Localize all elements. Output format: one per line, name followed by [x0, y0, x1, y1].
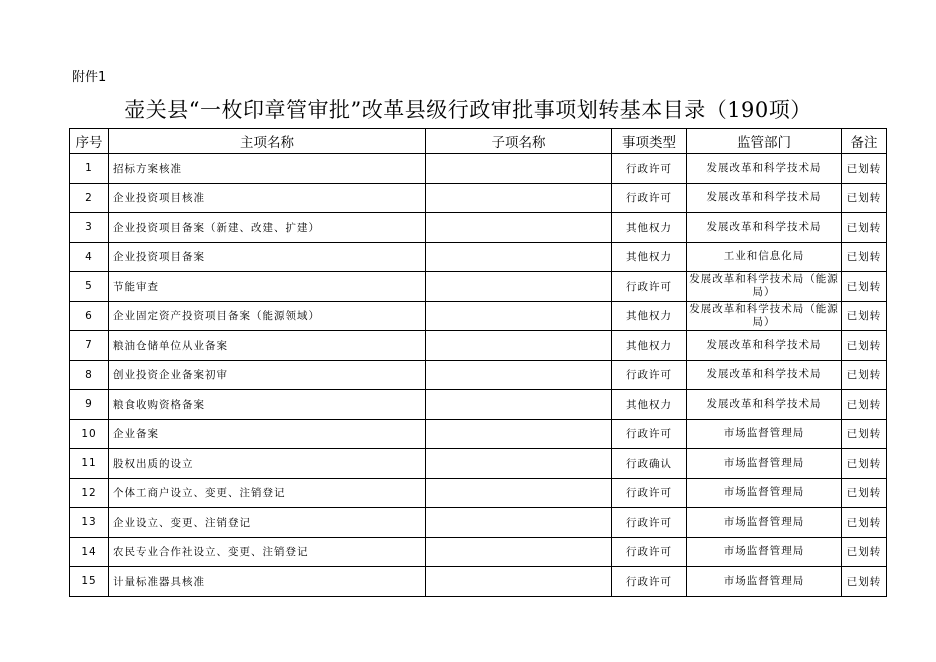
- header-department: 监管部门: [687, 129, 842, 154]
- cell-sub-item: [426, 390, 612, 420]
- table-row: [70, 242, 887, 272]
- cell-no: 11: [70, 449, 109, 479]
- cell-department: 发展改革和科学技术局: [687, 183, 842, 213]
- table-row: [70, 272, 887, 302]
- cell-main-item: 粮食收购资格备案: [109, 390, 426, 420]
- cell-main-item: 个体工商户设立、变更、注销登记: [109, 478, 426, 508]
- header-sub-item: 子项名称: [426, 129, 612, 154]
- cell-sub-item: [426, 301, 612, 331]
- table-row: [70, 567, 887, 597]
- cell-department: 发展改革和科学技术局: [687, 213, 842, 243]
- cell-item-type: 行政许可: [612, 508, 687, 538]
- cell-note: 已划转: [842, 567, 887, 597]
- cell-no: 15: [70, 567, 109, 597]
- cell-sub-item: [426, 449, 612, 479]
- cell-note: 已划转: [842, 183, 887, 213]
- cell-note: 已划转: [842, 331, 887, 361]
- table-row: [70, 301, 887, 331]
- cell-sub-item: [426, 419, 612, 449]
- cell-item-type: 行政许可: [612, 537, 687, 567]
- cell-department: 市场监督管理局: [687, 508, 842, 538]
- cell-department: 市场监督管理局: [687, 567, 842, 597]
- cell-no: 13: [70, 508, 109, 538]
- cell-item-type: 行政许可: [612, 272, 687, 302]
- cell-department: 市场监督管理局: [687, 449, 842, 479]
- cell-department: 发展改革和科学技术局: [687, 390, 842, 420]
- cell-no: 3: [70, 213, 109, 243]
- table-row: [70, 183, 887, 213]
- cell-note: 已划转: [842, 508, 887, 538]
- cell-main-item: 农民专业合作社设立、变更、注销登记: [109, 537, 426, 567]
- document-title: 壶关县“一枚印章管审批”改革县级行政审批事项划转基本目录（190项）: [124, 98, 812, 122]
- cell-sub-item: [426, 478, 612, 508]
- cell-main-item: 企业投资项目备案（新建、改建、扩建）: [109, 213, 426, 243]
- cell-no: 4: [70, 242, 109, 272]
- header-main-item: 主项名称: [109, 129, 426, 154]
- cell-item-type: 行政许可: [612, 478, 687, 508]
- table-row: [70, 419, 887, 449]
- cell-no: 2: [70, 183, 109, 213]
- cell-department: 发展改革和科学技术局: [687, 154, 842, 184]
- cell-item-type: 其他权力: [612, 390, 687, 420]
- table-body: [70, 154, 887, 597]
- table-row: [70, 154, 887, 184]
- cell-main-item: 股权出质的设立: [109, 449, 426, 479]
- cell-no: 8: [70, 360, 109, 390]
- cell-main-item: 企业固定资产投资项目备案（能源领域）: [109, 301, 426, 331]
- cell-department: 市场监督管理局: [687, 537, 842, 567]
- cell-main-item: 企业投资项目备案: [109, 242, 426, 272]
- table-row: [70, 449, 887, 479]
- cell-item-type: 其他权力: [612, 213, 687, 243]
- cell-item-type: 行政许可: [612, 419, 687, 449]
- cell-no: 10: [70, 419, 109, 449]
- cell-no: 12: [70, 478, 109, 508]
- cell-department: 发展改革和科学技术局: [687, 360, 842, 390]
- table-row: [70, 537, 887, 567]
- cell-item-type: 其他权力: [612, 331, 687, 361]
- cell-department: 发展改革和科学技术局（能源局）: [687, 272, 842, 302]
- cell-note: 已划转: [842, 272, 887, 302]
- cell-note: 已划转: [842, 301, 887, 331]
- table-row: [70, 508, 887, 538]
- cell-sub-item: [426, 242, 612, 272]
- cell-sub-item: [426, 272, 612, 302]
- cell-note: 已划转: [842, 478, 887, 508]
- attachment-label: 附件1: [72, 70, 107, 85]
- cell-main-item: 粮油仓储单位从业备案: [109, 331, 426, 361]
- cell-item-type: 其他权力: [612, 242, 687, 272]
- table-row: [70, 213, 887, 243]
- cell-main-item: 企业投资项目核准: [109, 183, 426, 213]
- table-row: [70, 478, 887, 508]
- cell-item-type: 行政许可: [612, 360, 687, 390]
- cell-sub-item: [426, 567, 612, 597]
- cell-no: 6: [70, 301, 109, 331]
- cell-note: 已划转: [842, 242, 887, 272]
- cell-main-item: 企业设立、变更、注销登记: [109, 508, 426, 538]
- header-no: 序号: [70, 129, 109, 154]
- cell-item-type: 行政许可: [612, 154, 687, 184]
- cell-department: 发展改革和科学技术局（能源局）: [687, 301, 842, 331]
- cell-main-item: 计量标准器具核准: [109, 567, 426, 597]
- cell-department: 发展改革和科学技术局: [687, 331, 842, 361]
- cell-no: 7: [70, 331, 109, 361]
- cell-main-item: 企业备案: [109, 419, 426, 449]
- header-note: 备注: [842, 129, 887, 154]
- cell-note: 已划转: [842, 360, 887, 390]
- cell-sub-item: [426, 183, 612, 213]
- cell-main-item: 创业投资企业备案初审: [109, 360, 426, 390]
- cell-note: 已划转: [842, 449, 887, 479]
- cell-sub-item: [426, 331, 612, 361]
- cell-sub-item: [426, 508, 612, 538]
- cell-department: 市场监督管理局: [687, 419, 842, 449]
- table-header-row: [70, 129, 887, 154]
- cell-department: 市场监督管理局: [687, 478, 842, 508]
- cell-main-item: 节能审查: [109, 272, 426, 302]
- cell-note: 已划转: [842, 154, 887, 184]
- table-row: [70, 360, 887, 390]
- cell-no: 9: [70, 390, 109, 420]
- cell-main-item: 招标方案核准: [109, 154, 426, 184]
- cell-item-type: 行政许可: [612, 183, 687, 213]
- cell-note: 已划转: [842, 390, 887, 420]
- table-row: [70, 390, 887, 420]
- cell-item-type: 其他权力: [612, 301, 687, 331]
- approval-items-table: [69, 128, 887, 597]
- cell-item-type: 行政许可: [612, 567, 687, 597]
- cell-note: 已划转: [842, 419, 887, 449]
- cell-note: 已划转: [842, 537, 887, 567]
- cell-no: 5: [70, 272, 109, 302]
- cell-no: 14: [70, 537, 109, 567]
- cell-sub-item: [426, 537, 612, 567]
- table-row: [70, 331, 887, 361]
- cell-sub-item: [426, 213, 612, 243]
- cell-sub-item: [426, 154, 612, 184]
- cell-sub-item: [426, 360, 612, 390]
- cell-department: 工业和信息化局: [687, 242, 842, 272]
- cell-note: 已划转: [842, 213, 887, 243]
- cell-no: 1: [70, 154, 109, 184]
- cell-item-type: 行政确认: [612, 449, 687, 479]
- header-item-type: 事项类型: [612, 129, 687, 154]
